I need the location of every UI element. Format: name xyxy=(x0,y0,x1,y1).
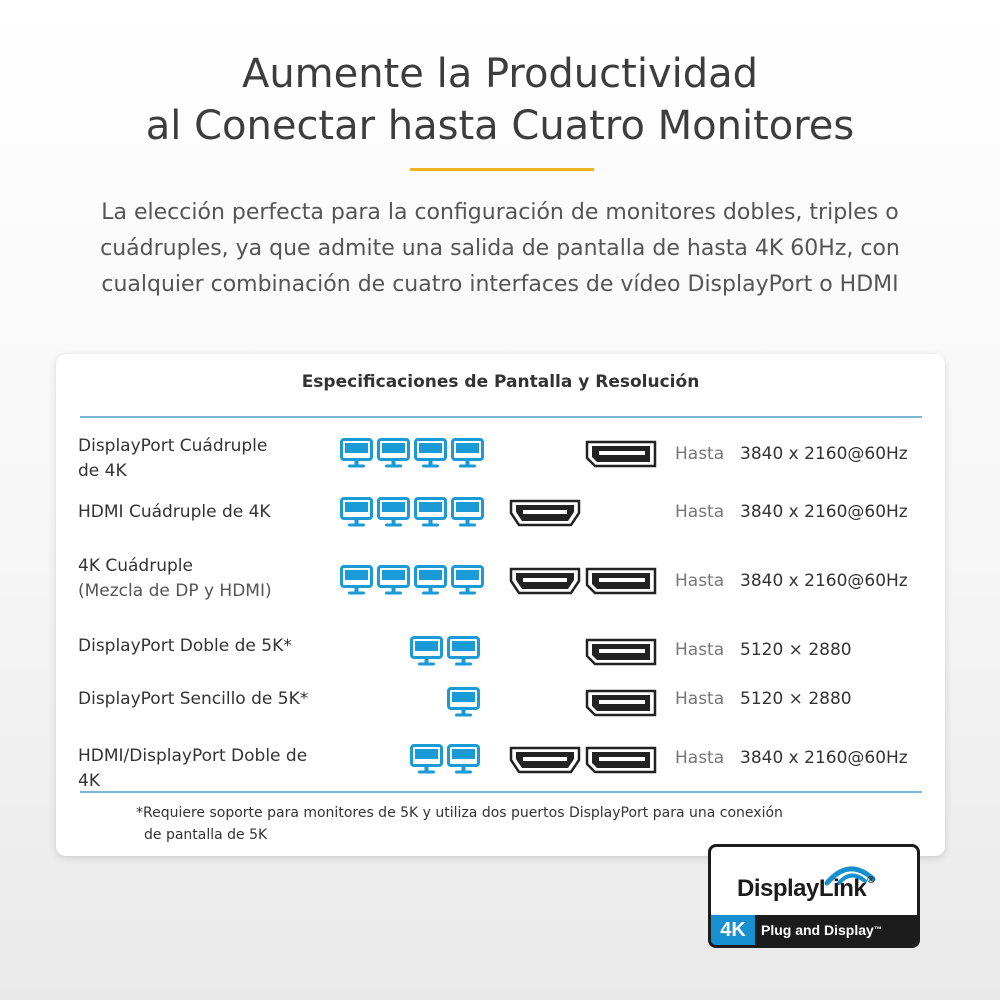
monitor-icon xyxy=(447,636,480,668)
monitor-icon xyxy=(340,497,373,529)
spec-row-resolution: 3840 x 2160@60Hz xyxy=(740,444,908,464)
specs-top-rule xyxy=(80,416,922,418)
hdmi-icon xyxy=(509,567,581,595)
displayport-icon xyxy=(585,638,657,666)
spec-row-prefix: Hasta xyxy=(675,502,725,522)
footnote xyxy=(136,802,896,846)
badge-bar xyxy=(711,915,917,945)
displayport-icon xyxy=(585,440,657,468)
monitor-icon xyxy=(451,497,484,529)
monitor-icon xyxy=(410,744,443,776)
footnote-line-1: *Requiere soporte para monitores de 5K y utiliza dos puertos DisplayPort para una conexión xyxy=(136,805,783,821)
badge-4k-tag: 4K xyxy=(711,915,755,945)
monitor-icon xyxy=(451,438,484,470)
spec-row-prefix: Hasta xyxy=(675,748,725,768)
specs-bottom-rule xyxy=(80,791,922,793)
monitor-icon xyxy=(451,565,484,597)
spec-row-prefix: Hasta xyxy=(675,689,725,709)
specs-card xyxy=(56,354,945,856)
monitor-icon xyxy=(377,497,410,529)
spec-row-label: HDMI Cuádruple de 4K xyxy=(78,502,271,522)
accent-divider xyxy=(410,168,594,171)
spec-row-resolution: 3840 x 2160@60Hz xyxy=(740,748,908,768)
intro-line-2: cuádruples, ya que admite una salida de pantalla de hasta 4K 60Hz, con xyxy=(100,236,900,261)
monitor-icon xyxy=(414,497,447,529)
spec-row-label: DisplayPort Cuádruple de 4K xyxy=(78,436,268,481)
hdmi-icon xyxy=(509,499,581,527)
headline-line-2: al Conectar hasta Cuatro Monitores xyxy=(145,103,855,149)
badge-tagline: Plug and Display™ xyxy=(761,922,882,938)
spec-row-label: 4K Cuádruple (Mezcla de DP y HDMI) xyxy=(78,556,272,601)
badge-brand: DisplayLink® xyxy=(737,875,875,902)
intro-paragraph xyxy=(40,195,960,303)
displayport-icon xyxy=(585,567,657,595)
monitor-icon xyxy=(447,687,480,719)
spec-row-resolution: 5120 × 2880 xyxy=(740,689,852,709)
hdmi-icon xyxy=(509,746,581,774)
spec-row-label: DisplayPort Doble de 5K* xyxy=(78,636,292,656)
spec-row-resolution: 3840 x 2160@60Hz xyxy=(740,502,908,522)
monitor-icon xyxy=(340,438,373,470)
spec-row-prefix: Hasta xyxy=(675,571,725,591)
specs-title: Especificaciones de Pantalla y Resolución xyxy=(301,372,700,392)
monitor-icon xyxy=(447,744,480,776)
footnote-line-2: de pantalla de 5K xyxy=(144,827,268,843)
spec-row-label: DisplayPort Sencillo de 5K* xyxy=(78,689,309,709)
monitor-icon xyxy=(377,438,410,470)
spec-row-resolution: 5120 × 2880 xyxy=(740,640,852,660)
intro-line-1: La elección perfecta para la configuración de monitores dobles, triples o xyxy=(101,200,899,225)
displaylink-badge xyxy=(708,844,920,948)
headline xyxy=(0,48,1000,152)
spec-row-resolution: 3840 x 2160@60Hz xyxy=(740,571,908,591)
displayport-icon xyxy=(585,746,657,774)
monitor-icon xyxy=(414,565,447,597)
intro-line-3: cualquier combinación de cuatro interfaces de vídeo DisplayPort o HDMI xyxy=(101,272,899,297)
spec-row-prefix: Hasta xyxy=(675,444,725,464)
monitor-icon xyxy=(377,565,410,597)
spec-row-prefix: Hasta xyxy=(675,640,725,660)
headline-line-1: Aumente la Productividad xyxy=(241,51,759,97)
monitor-icon xyxy=(410,636,443,668)
monitor-icon xyxy=(414,438,447,470)
spec-row-label: HDMI/DisplayPort Doble de 4K xyxy=(78,746,308,791)
displayport-icon xyxy=(585,689,657,717)
monitor-icon xyxy=(340,565,373,597)
